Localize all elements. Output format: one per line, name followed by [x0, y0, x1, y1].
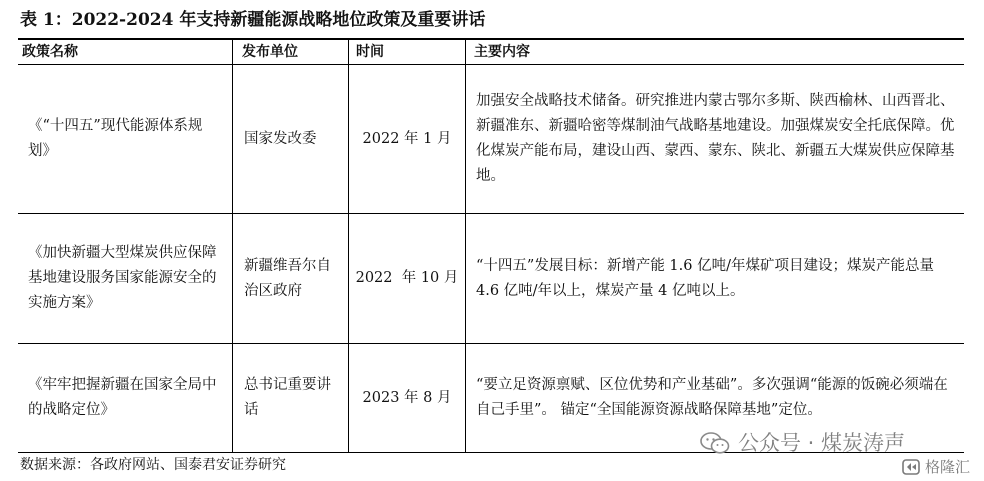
column-divider [232, 39, 233, 452]
content-cell-wrap [476, 66, 956, 212]
time-cell: 2023 年 8 月 [362, 389, 452, 406]
issuer-cell-wrap [244, 215, 340, 342]
header-policy-name: 政策名称 [22, 44, 78, 60]
time-cell-wrap [352, 215, 462, 342]
time-cell: 2022 年 10 月 [355, 270, 459, 286]
table-row [28, 345, 224, 451]
issuer-cell-wrap [244, 66, 340, 212]
content-cell: 加强安全战略技术储备。研究推进内蒙古鄂尔多斯、陕西榆林、山西晋北、新疆准东、新疆哈密等煤制油气战略基地建设。加强煤炭安全托底保障。优化煤炭产能布局，建设山西、蒙西、蒙东、陕北、新疆五大煤炭供应保障基地。 [476, 93, 955, 184]
column-divider [465, 39, 466, 452]
issuer-cell: 国家发改委 [244, 130, 317, 147]
time-cell: 2022 年 1 月 [362, 130, 452, 147]
table-header-rule [18, 64, 964, 65]
data-source-note: 数据来源：各政府网站、国泰君安证券研究 [20, 457, 286, 473]
issuer-cell: 新疆维吾尔自治区政府 [244, 257, 331, 299]
header-content: 主要内容 [474, 44, 530, 60]
header-issuer: 发布单位 [242, 44, 298, 60]
policy-name-cell: 《加快新疆大型煤炭供应保障基地建设服务国家能源安全的实施方案》 [28, 245, 217, 311]
column-divider [348, 39, 349, 452]
table-row [28, 215, 224, 342]
wechat-icon [700, 432, 730, 454]
content-cell: “要立足资源禀赋、区位优势和产业基础”。多次强调“能源的饭碗必须端在自己手里”。 锚定“全国能源资源战略保障基地”定位。 [476, 377, 948, 418]
content-cell: “十四五”发展目标：新增产能 1.6 亿吨/年煤矿项目建设；煤炭产能总量 4.6 亿吨/年以上，煤炭产量 4 亿吨以上。 [476, 257, 934, 299]
watermark-text: 公众号 · 煤炭涛声 [738, 431, 906, 455]
content-cell-wrap [476, 215, 956, 342]
issuer-cell: 总书记重要讲话 [244, 377, 331, 418]
table-row-divider [18, 213, 964, 214]
time-cell-wrap [352, 66, 462, 212]
table-row-divider [18, 343, 964, 344]
brand-watermark [902, 458, 970, 476]
policy-name-cell: 《牢牢把握新疆在国家全局中的战略定位》 [28, 377, 217, 418]
time-cell-wrap [352, 345, 462, 451]
gelonghui-logo-icon [902, 459, 922, 475]
issuer-cell-wrap [244, 345, 340, 451]
brand-text: 格隆汇 [925, 458, 971, 476]
table-title: 表 1：2022-2024 年支持新疆能源战略地位政策及重要讲话 [20, 10, 486, 30]
wechat-watermark [700, 430, 905, 456]
policy-name-cell: 《“十四五”现代能源体系规划》 [28, 118, 203, 159]
header-time: 时间 [356, 44, 384, 60]
table-row [28, 66, 224, 212]
